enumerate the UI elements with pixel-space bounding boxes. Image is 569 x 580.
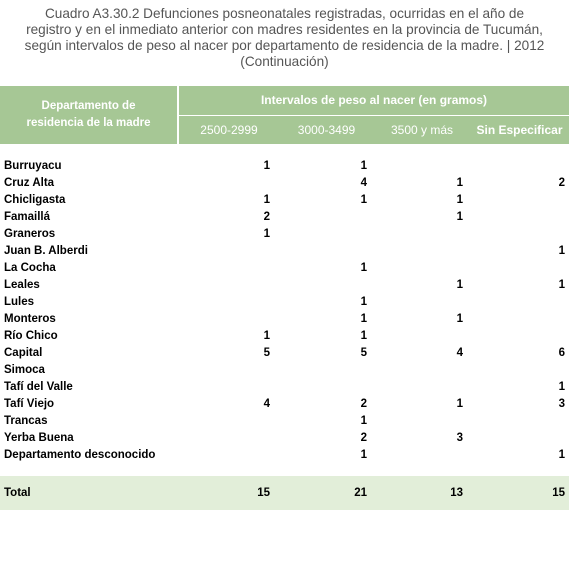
value-cell bbox=[178, 277, 279, 294]
table-row bbox=[0, 396, 569, 413]
department-name: Simoca bbox=[4, 364, 45, 376]
value-cell bbox=[178, 260, 279, 277]
title-line: registro y en el inmediato anterior con madres residentes en la provincia de Tucumán, bbox=[26, 22, 543, 37]
department-name: Departamento desconocido bbox=[4, 449, 156, 461]
department-name: La Cocha bbox=[4, 262, 56, 274]
value-cell bbox=[470, 192, 569, 209]
table-row bbox=[0, 294, 569, 311]
value-cell: 1 bbox=[263, 160, 270, 172]
value-cell: 1 bbox=[558, 245, 566, 257]
value-cell: 1 bbox=[558, 381, 566, 393]
value-cell: 3 bbox=[558, 398, 566, 410]
value-cell: 1 bbox=[558, 449, 566, 461]
table-row bbox=[0, 192, 569, 209]
spacer-row bbox=[0, 464, 569, 476]
value-cell: 1 bbox=[263, 228, 270, 240]
value-cell: 4 bbox=[360, 177, 367, 189]
value-cell: 2 bbox=[558, 177, 566, 189]
value-cell bbox=[374, 328, 470, 345]
value-cell bbox=[374, 260, 470, 277]
value-cell bbox=[470, 158, 569, 175]
value-cell: 5 bbox=[263, 347, 270, 359]
value-cell: 1 bbox=[263, 330, 270, 342]
value-cell bbox=[279, 243, 374, 260]
department-name: Trancas bbox=[4, 415, 48, 427]
header-range-3000-3499: 3000-3499 bbox=[279, 115, 374, 144]
title-line: Cuadro A3.30.2 Defunciones posneonatales registradas, ocurridas en el año de bbox=[44, 6, 525, 21]
spacer-cell bbox=[0, 464, 569, 476]
spacer-cell bbox=[0, 144, 569, 158]
value-cell bbox=[279, 209, 374, 226]
department-name: Leales bbox=[4, 279, 40, 291]
table-row bbox=[0, 345, 569, 362]
value-cell bbox=[374, 379, 470, 396]
value-cell: 4 bbox=[456, 347, 463, 359]
value-cell: 1 bbox=[360, 415, 367, 427]
table-body bbox=[0, 144, 569, 510]
title-line: según intervalos de peso al nacer por departamento de residencia de la madre. | 2012 bbox=[24, 38, 545, 53]
value-cell: 4 bbox=[263, 398, 270, 410]
header-range-2500-2999: 2500-2999 bbox=[178, 115, 279, 144]
header-department-line2: residencia de la madre bbox=[26, 117, 151, 129]
value-cell: 1 bbox=[456, 398, 463, 410]
value-cell bbox=[470, 294, 569, 311]
value-cell bbox=[470, 362, 569, 379]
table-row bbox=[0, 226, 569, 243]
value-cell bbox=[178, 294, 279, 311]
value-cell: 1 bbox=[456, 194, 463, 206]
value-cell bbox=[178, 413, 279, 430]
value-cell bbox=[374, 294, 470, 311]
spacer-row bbox=[0, 144, 569, 158]
table-row bbox=[0, 328, 569, 345]
value-cell: 1 bbox=[263, 194, 270, 206]
table-row bbox=[0, 311, 569, 328]
table-row bbox=[0, 277, 569, 294]
table-row bbox=[0, 430, 569, 447]
value-cell: 1 bbox=[360, 262, 367, 274]
value-cell: 15 bbox=[470, 476, 569, 510]
table-row bbox=[0, 158, 569, 175]
header-department bbox=[0, 86, 178, 144]
department-name: Yerba Buena bbox=[4, 432, 74, 444]
department-name: Burruyacu bbox=[4, 160, 62, 172]
value-cell bbox=[374, 413, 470, 430]
value-cell bbox=[178, 311, 279, 328]
table-row bbox=[0, 447, 569, 464]
table-row bbox=[0, 413, 569, 430]
header-range-unspecified: Sin Especificar bbox=[470, 115, 569, 144]
value-cell bbox=[374, 226, 470, 243]
value-cell: 1 bbox=[360, 449, 367, 461]
table-title bbox=[0, 6, 569, 70]
value-cell bbox=[279, 277, 374, 294]
title-line: (Continuación) bbox=[240, 54, 329, 69]
total-row bbox=[0, 476, 569, 510]
value-cell: 21 bbox=[279, 476, 374, 510]
value-cell: 3 bbox=[456, 432, 463, 444]
table-row bbox=[0, 243, 569, 260]
value-cell: 6 bbox=[558, 347, 566, 359]
header-department-line1: Departamento de bbox=[41, 100, 136, 112]
value-cell: 2 bbox=[263, 211, 270, 223]
value-cell bbox=[470, 413, 569, 430]
value-cell: 5 bbox=[360, 347, 367, 359]
value-cell: 1 bbox=[360, 313, 367, 325]
department-name: Capital bbox=[4, 347, 43, 359]
value-cell: 1 bbox=[360, 194, 367, 206]
department-name: Cruz Alta bbox=[4, 177, 55, 189]
value-cell bbox=[178, 362, 279, 379]
value-cell: 2 bbox=[360, 432, 367, 444]
value-cell: 1 bbox=[558, 279, 566, 291]
value-cell: 13 bbox=[374, 476, 470, 510]
value-cell: 1 bbox=[456, 211, 463, 223]
value-cell: 1 bbox=[456, 177, 463, 189]
value-cell bbox=[178, 447, 279, 464]
table-row bbox=[0, 362, 569, 379]
department-name: Graneros bbox=[4, 228, 56, 240]
value-cell bbox=[178, 175, 279, 192]
value-cell bbox=[470, 430, 569, 447]
data-table bbox=[0, 86, 569, 510]
value-cell: 1 bbox=[360, 160, 367, 172]
department-name: Lules bbox=[4, 296, 35, 308]
value-cell bbox=[279, 226, 374, 243]
value-cell bbox=[374, 362, 470, 379]
value-cell: 1 bbox=[456, 279, 463, 291]
value-cell: 2 bbox=[360, 398, 367, 410]
value-cell bbox=[178, 379, 279, 396]
department-name: Río Chico bbox=[4, 330, 58, 342]
department-name: Tafí del Valle bbox=[4, 381, 73, 393]
value-cell bbox=[470, 226, 569, 243]
value-cell: 15 bbox=[178, 476, 279, 510]
value-cell bbox=[374, 447, 470, 464]
total-label: Total bbox=[0, 476, 178, 510]
value-cell: 1 bbox=[456, 313, 463, 325]
value-cell bbox=[374, 158, 470, 175]
value-cell bbox=[470, 209, 569, 226]
value-cell bbox=[178, 243, 279, 260]
department-name: Famaillá bbox=[4, 211, 51, 223]
value-cell bbox=[279, 362, 374, 379]
value-cell bbox=[279, 379, 374, 396]
table-row bbox=[0, 175, 569, 192]
value-cell bbox=[470, 260, 569, 277]
header-weight-intervals: Intervalos de peso al nacer (en gramos) bbox=[178, 86, 569, 115]
value-cell bbox=[178, 430, 279, 447]
department-name: Tafí Viejo bbox=[4, 398, 55, 410]
value-cell bbox=[374, 243, 470, 260]
table-row bbox=[0, 379, 569, 396]
department-name: Chicligasta bbox=[4, 194, 66, 206]
value-cell: 1 bbox=[360, 296, 367, 308]
department-name: Juan B. Alberdi bbox=[4, 245, 88, 257]
table-row bbox=[0, 260, 569, 277]
header-range-3500-plus: 3500 y más bbox=[374, 115, 470, 144]
value-cell: 1 bbox=[360, 330, 367, 342]
department-name: Monteros bbox=[4, 313, 56, 325]
value-cell bbox=[470, 328, 569, 345]
table-row bbox=[0, 209, 569, 226]
value-cell bbox=[470, 311, 569, 328]
